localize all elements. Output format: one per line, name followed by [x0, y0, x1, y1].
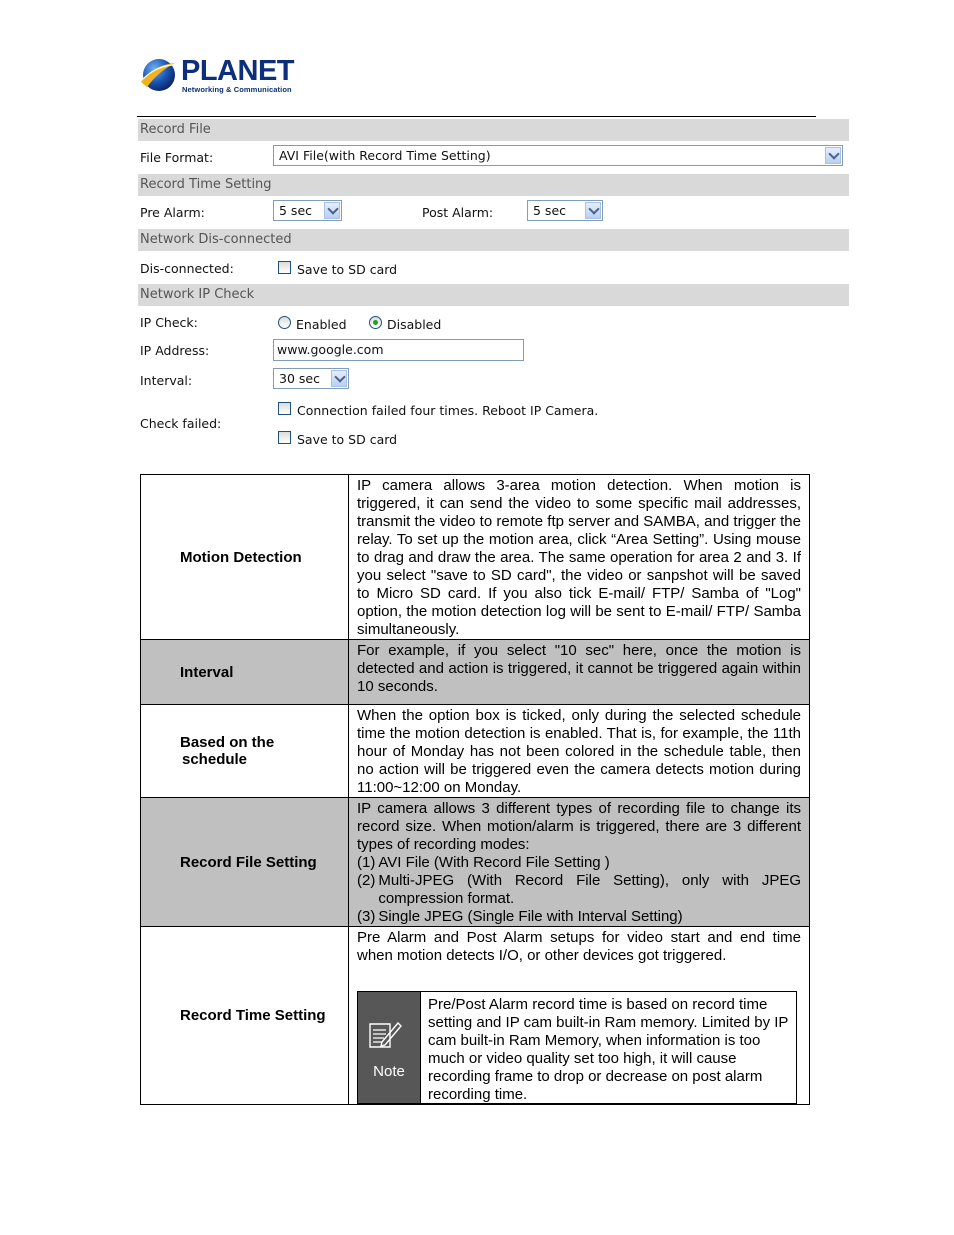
row-value: IP camera allows 3-area motion detection. When motion is triggered, it can send the video to some specific mail addresses, transmit the video to remote ftp server and SAMBA, and trigger the relay. To set up the motion area, click “Area Setting”. Using mouse to drag and draw the area. The same operation for area 2 and 3. If you select "save to SD card", the video or sanpshot will be saved to Micro SD card. If you also tick E-mail/ FTP/ Samba of "Log" option, the motion detection log will be sent to E-mail/ FTP/ Samba simultaneously.: [349, 475, 810, 640]
record-file-intro: IP camera allows 3 different types of recording file to change its record size. When motion/alarm is triggered, there are 3 different types of recording modes:: [357, 800, 801, 853]
check-failed-label: Check failed:: [140, 416, 222, 431]
list-item: [357, 854, 801, 872]
chevron-down-icon: [585, 202, 601, 219]
ip-check-enabled-radio[interactable]: [278, 316, 291, 329]
row-value: [349, 927, 810, 1105]
list-number: (2): [357, 872, 376, 889]
post-alarm-select[interactable]: [527, 200, 603, 221]
row-value: When the option box is ticked, only during the selected schedule time the motion detection is enabled. That is, for example, the 11th hour of Monday has not been colored in the schedule table, then no action will be triggered even the camera detects motion during 11:00~12:00 on Monday.: [349, 705, 810, 798]
interval-value: 30 sec: [279, 371, 320, 386]
pre-alarm-label: Pre Alarm:: [140, 205, 205, 220]
ip-check-disabled-label: Disabled: [387, 317, 442, 332]
pre-alarm-value: 5 sec: [279, 203, 313, 218]
ip-address-label: IP Address:: [140, 343, 210, 358]
list-item: [357, 908, 801, 926]
logo-tagline: Networking & Communication: [182, 85, 292, 94]
list-item: [357, 872, 801, 908]
table-row: [141, 798, 810, 927]
ip-check-label: IP Check:: [140, 315, 198, 330]
file-format-value: AVI File(with Record Time Setting): [279, 148, 491, 163]
row-value: For example, if you select "10 sec" here, once the motion is detected and action is triggered, it cannot be triggered again within 10 seconds.: [349, 640, 810, 705]
pre-alarm-select[interactable]: [273, 200, 342, 221]
list-text: AVI File (With Record File Setting ): [378, 854, 610, 871]
list-number: (3): [357, 908, 376, 925]
disconnected-save-sd-checkbox[interactable]: [278, 261, 291, 274]
file-format-label: File Format:: [140, 150, 214, 165]
table-row: [141, 705, 810, 798]
ip-check-disabled-radio[interactable]: [369, 316, 382, 329]
section-network-ip-check: Network IP Check: [138, 284, 849, 306]
row-key: Motion Detection: [141, 475, 349, 640]
list-text: Single JPEG (Single File with Interval Setting): [378, 908, 683, 925]
check-failed-save-sd-label: Save to SD card: [297, 432, 398, 447]
disconnected-save-sd-label: Save to SD card: [297, 262, 398, 277]
row-value: [349, 798, 810, 927]
settings-form: [138, 118, 850, 458]
note-icon: [358, 992, 421, 1103]
record-time-description: Pre Alarm and Post Alarm setups for video start and end time when motion detects I/O, or other devices got triggered.: [357, 929, 801, 964]
table-row: [141, 475, 810, 640]
header-divider: [137, 116, 816, 117]
logo-wordmark: PLANET: [181, 55, 294, 87]
ip-address-input[interactable]: www.google.com: [273, 339, 524, 361]
file-format-select[interactable]: [273, 145, 843, 166]
row-key-line1: Based on the: [180, 734, 275, 751]
reboot-label: Connection failed four times. Reboot IP Camera.: [297, 403, 599, 418]
chevron-down-icon: [825, 147, 841, 164]
post-alarm-value: 5 sec: [533, 203, 567, 218]
table-row: [141, 927, 810, 1105]
note-box: [357, 991, 797, 1104]
section-record-time: Record Time Setting: [138, 174, 849, 196]
row-key: Interval: [141, 640, 349, 705]
list-text: Multi-JPEG (With Record File Setting), only with JPEG compression format.: [378, 872, 801, 907]
row-key-line2: schedule: [182, 751, 248, 768]
chevron-down-icon: [331, 370, 347, 387]
note-text: Pre/Post Alarm record time is based on record time setting and IP cam built-in Ram memory. Limited by IP cam built-in Ram Memory, when information is too much or video quality set too high, it will cause recording frame to drop or decrease on post alarm recording time.: [428, 996, 789, 1103]
planet-logo: [139, 55, 299, 97]
row-key: [141, 705, 349, 798]
check-failed-save-sd-checkbox[interactable]: [278, 431, 291, 444]
interval-select[interactable]: [273, 368, 349, 389]
settings-description-table: [140, 474, 810, 1105]
pencil-paper-icon: [368, 1020, 402, 1050]
note-label: Note: [373, 1063, 405, 1080]
chevron-down-icon: [324, 202, 340, 219]
post-alarm-label: Post Alarm:: [422, 205, 494, 220]
reboot-checkbox[interactable]: [278, 402, 291, 415]
ip-check-enabled-label: Enabled: [296, 317, 347, 332]
interval-label: Interval:: [140, 373, 193, 388]
section-record-file: Record File: [138, 119, 849, 141]
globe-icon: [139, 57, 177, 93]
list-number: (1): [357, 854, 376, 871]
section-network-disconnected: Network Dis-connected: [138, 229, 849, 251]
row-key: Record File Setting: [141, 798, 349, 927]
row-key: Record Time Setting: [141, 927, 349, 1105]
table-row: [141, 640, 810, 705]
disconnected-label: Dis-connected:: [140, 261, 234, 276]
